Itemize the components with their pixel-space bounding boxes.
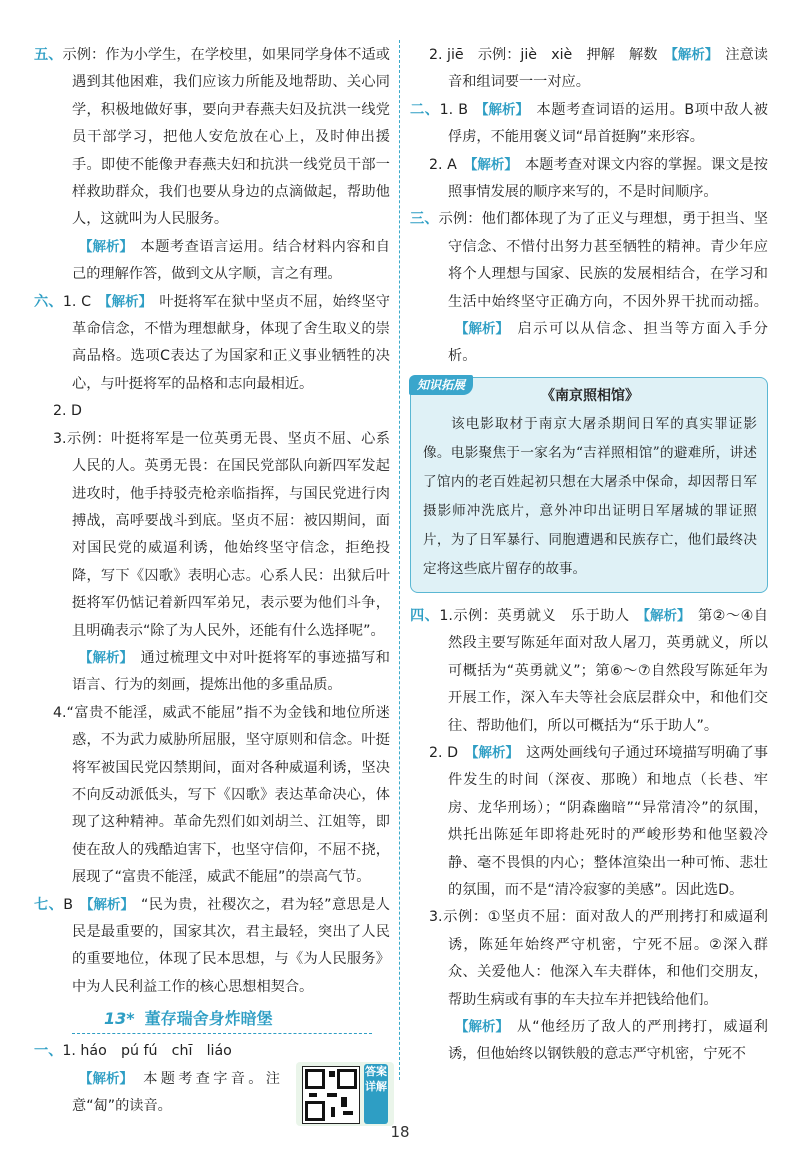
- section-1-q2: [410, 42, 768, 97]
- knowledge-body: 该电影取材于南京大屠杀期间日军的真实罪证影像。电影聚焦于一家名为“吉祥照相馆”的避难所，讲述了馆内的老百姓起初只想在大屠杀中保命，却因帮日军摄影师冲洗底片，意外冲印出证明日军屠城的罪证照片，为了日军暴行、同胞遭遇和民族存亡，他们最终决定将这些底片留存的故事。: [423, 415, 757, 577]
- question-number: 1. C: [62, 293, 92, 310]
- section-label: 三、: [410, 211, 439, 228]
- section-5: [34, 42, 390, 234]
- question-number: 1. B: [439, 101, 468, 118]
- analysis-block: [410, 1014, 768, 1069]
- answer-text: 示例：作为小学生，在学校里，如果同学身体不适或遇到其他困难，我们应该力所能及地帮助、关心同学，积极地做好事，要向尹春燕夫妇及抗洪一线党员干部学习，把他人安危放在心上，及时伸出援手。即使不能像尹春燕夫妇和抗洪一线党员干部一样救助群众，我们也要从身边的点滴做起，帮助他人，这就叫为人民服务。: [62, 47, 390, 228]
- left-column: [34, 42, 390, 1120]
- qr-label: 答案详解: [364, 1064, 388, 1124]
- section-2-q2: [410, 152, 768, 207]
- analysis-text: 本题考查语言运用。结合材料内容和自己的理解作答，做到文从字顺，言之有理。: [72, 238, 390, 283]
- knowledge-tag: 知识拓展: [409, 375, 473, 395]
- analysis-text: 本题考查对课文内容的掌握。课文是按照事情发展的顺序来写的，不是时间顺序。: [448, 156, 768, 201]
- answer-text: “富贵不能淫，威武不能屈”指不为金钱和地位所迷惑，不为武力威胁所屈服，坚守原则和信念。叶挺将军被国民党囚禁期间，面对各种威逼利诱，坚决不向反动派低头，写下《囚歌》表达革命决心，体现了这种精神。革命先烈们如刘胡兰、江姐等，即使在敌人的残酷迫害下，也坚守信仰，不屈不挠，展现了“富贵不能淫，威武不能屈”的崇高气节。: [66, 704, 390, 886]
- analysis-block: [34, 645, 390, 700]
- answer-text: 2. D: [53, 403, 82, 420]
- analysis-tag: 【 解析 】: [452, 320, 512, 338]
- analysis-tag: 【 解析 】: [452, 1018, 512, 1036]
- right-column: [410, 42, 768, 1069]
- qr-code-panel[interactable]: [296, 1062, 394, 1126]
- analysis-tag: 【 解析 】: [461, 156, 521, 174]
- question-number: 3.: [53, 430, 67, 447]
- answer-text: 示例：叶挺将军是一位英勇无畏、坚贞不屈、心系人民的人。英勇无畏：在国民党部队向新四军发起进攻时，他手持驳壳枪亲临指挥，与国民党进行肉搏战，高呼要战斗到底。坚贞不屈：被囚期间，面对国民党的威逼利诱，他始终坚守信念，拒绝投降，写下《囚歌》表明心志。心系人民：出狱后叶挺将军仍惦记着新四军弟兄，表示要为他们斗争，且明确表示“除了为人民外，还能有什么选择呢”。: [66, 430, 390, 639]
- analysis-tag: 【 解析 】: [661, 46, 721, 64]
- section-2-q1: [410, 97, 768, 152]
- lesson-section-1: [34, 1038, 390, 1120]
- section-7: [34, 892, 390, 1002]
- section-6-q3: [34, 426, 390, 645]
- analysis-text: 第②～④自然段主要写陈延年面对敌人屠刀，英勇就义，所以可概括为“英勇就义”；第⑥～⑦自然段写陈延年为开展工作，深入车夫等社会底层群众中，和他们交往、帮助他们，所以可概括为“乐于助人”。: [448, 607, 768, 734]
- lesson-underline: [72, 1033, 372, 1034]
- analysis-tag: 【 解析 】: [95, 293, 155, 311]
- answer-text: 示例：他们都体现了为了正义与理想，勇于担当、坚守信念、不惜付出努力甚至牺牲的精神。青少年应将个人理想与国家、民族的发展相结合，在学习和生活中始终坚守正确方向，不因外界干扰而动摇。: [438, 211, 768, 310]
- answer-text: 2. jiē 示例：jiè xiè 押解 解数: [429, 47, 658, 63]
- question-number: 1.: [439, 607, 453, 624]
- analysis-text: 本题考查字音。注意“匐”的读音。: [72, 1070, 280, 1115]
- section-4-q2: [410, 740, 768, 904]
- analysis-text: 叶挺将军在狱中坚贞不屈，始终坚守革命信念，不惜为理想献身，体现了舍生取义的崇高品格。选项C表达了为国家和正义事业牺牲的决心，与叶挺将军的品格和志向最相近。: [72, 293, 390, 392]
- analysis-text: 这两处画线句子通过环境描写明确了事件发生的时间（深夜、那晚）和地点（长巷、牢房、龙华刑场）；“阴森幽暗”“异常清冷”的氛围，烘托出陈延年即将赴死时的严峻形势和他坚毅冷静、毫不畏惧的内心；整体渲染出一种可怖、悲壮的氛围，而不是“清冷寂寥的美感”。因此选D。: [448, 744, 768, 898]
- section-6-q2: [34, 398, 390, 425]
- knowledge-title: 《南京照相馆》: [541, 387, 639, 404]
- qr-code-icon: [302, 1066, 360, 1124]
- analysis-tag: 【 解析 】: [76, 649, 136, 667]
- section-4-q3: [410, 904, 768, 1014]
- question-number: 2. A: [429, 156, 457, 173]
- answer-text: 示例：英勇就义 乐于助人: [452, 607, 630, 624]
- lesson-heading: [34, 1007, 390, 1031]
- lesson-title: 董存瑞舍身炸暗堡: [144, 1009, 273, 1029]
- analysis-text: 注意读音和组词要一一对应。: [448, 47, 768, 91]
- analysis-text: 本题考查词语的运用。B项中敌人被俘虏，不能用褒义词“昂首挺胸”来形容。: [448, 101, 768, 146]
- analysis-tag: 【 解析 】: [76, 238, 136, 256]
- analysis-text: 启示可以从信念、担当等方面入手分析。: [448, 321, 768, 365]
- section-label: 六、: [34, 293, 63, 310]
- answer-text: 示例：①坚贞不屈：面对敌人的严刑拷打和威逼利诱，陈延年始终严守机密，宁死不屈。②深入群众、关爱他人：他深入车夫群体，和他们交朋友，帮助生病或有事的车夫拉车并把钱给他们。: [442, 909, 768, 1008]
- lesson-number: 13*: [104, 1009, 135, 1029]
- analysis-block: [34, 234, 390, 289]
- section-label: 五、: [34, 47, 63, 63]
- analysis-text: 从“他经历了敌人的严刑拷打，威逼利诱，但他始终以钢铁般的意志严守机密，宁死不: [448, 1018, 768, 1063]
- question-number: 4.: [53, 704, 67, 721]
- knowledge-box: [410, 377, 768, 593]
- section-label: 一、: [34, 1043, 63, 1060]
- analysis-tag: 【 解析 】: [462, 744, 522, 762]
- section-label: 七、: [34, 896, 64, 913]
- section-label: 四、: [410, 607, 440, 624]
- pinyin-answer: 1. háo pú fú chī liáo: [62, 1043, 232, 1060]
- column-divider: [399, 40, 400, 1080]
- analysis-tag: 【 解析 】: [76, 1070, 136, 1088]
- question-number: 3.: [429, 909, 443, 926]
- analysis-tag: 【 解析 】: [77, 896, 137, 914]
- analysis-tag: 【 解析 】: [634, 607, 694, 625]
- section-label: 二、: [410, 101, 440, 118]
- analysis-text: “民为贵，社稷次之，君为轻”意思是人民是最重要的，国家其次，君主最轻，突出了人民的重要地位，体现了民本思想，与《为人民服务》中为人民利益工作的核心思想相契合。: [72, 896, 390, 995]
- analysis-tag: 【 解析 】: [472, 101, 532, 119]
- section-3: [410, 206, 768, 370]
- section-6-q4: [34, 700, 390, 892]
- section-6-q1: [34, 289, 390, 399]
- question-number: B: [63, 896, 73, 913]
- section-4-q1: [410, 603, 768, 740]
- question-number: 2. D: [429, 744, 459, 761]
- analysis-text: 通过梳理文中对叶挺将军的事迹描写和语言、行为的刻画，提炼出他的多重品质。: [72, 649, 390, 694]
- page-number: 18: [390, 1123, 410, 1141]
